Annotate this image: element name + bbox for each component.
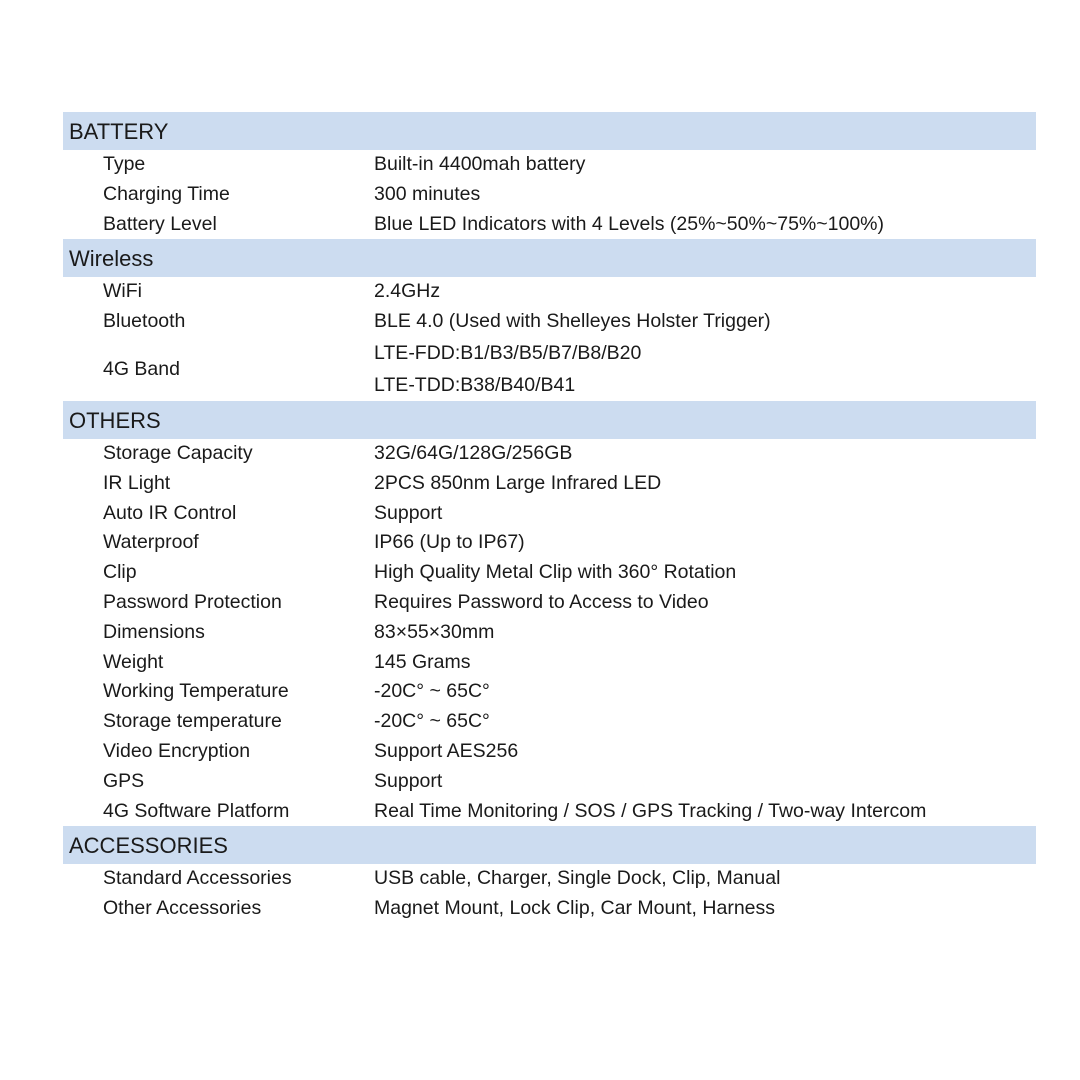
spec-label: Waterproof <box>103 531 199 554</box>
section-header-wireless: Wireless <box>63 239 1036 277</box>
spec-label: Charging Time <box>103 182 230 205</box>
spec-row-type <box>63 150 1036 180</box>
spec-value: 2PCS 850nm Large Infrared LED <box>374 471 662 494</box>
spec-value: 145 Grams <box>374 650 471 673</box>
spec-label: Other Accessories <box>103 897 262 920</box>
spec-row-gps <box>63 767 1036 797</box>
spec-row-password-protection <box>63 588 1036 618</box>
spec-value: Magnet Mount, Lock Clip, Car Mount, Harness <box>374 897 776 920</box>
spec-value: IP66 (Up to IP67) <box>374 531 525 554</box>
spec-value: Real Time Monitoring / SOS / GPS Tracking / Two-way Intercom <box>374 799 927 822</box>
spec-label: Dimensions <box>103 620 205 643</box>
spec-row-storage-temperature <box>63 707 1036 737</box>
spec-value: Support AES256 <box>374 739 519 762</box>
spec-value: 83×55×30mm <box>374 620 495 643</box>
spec-label: Password Protection <box>103 590 282 613</box>
spec-value: Blue LED Indicators with 4 Levels (25%~50%~75%~100%) <box>374 212 885 235</box>
spec-label: 4G Software Platform <box>103 799 290 822</box>
spec-value: -20C° ~ 65C° <box>374 680 490 703</box>
spec-row-battery-level <box>63 210 1036 240</box>
spec-label: Auto IR Control <box>103 501 237 524</box>
spec-value: Support <box>374 501 443 524</box>
spec-row-other-accessories <box>63 894 1036 924</box>
spec-label: Type <box>103 153 146 175</box>
spec-label: WiFi <box>103 280 142 303</box>
spec-row-video-encryption <box>63 737 1036 767</box>
spec-label: IR Light <box>103 471 171 494</box>
spec-row-wifi <box>63 277 1036 307</box>
spec-row-standard-accessories <box>63 864 1036 894</box>
spec-value: Built-in 4400mah battery <box>374 153 586 175</box>
spec-row-bluetooth <box>63 307 1036 337</box>
spec-row-clip <box>63 558 1036 588</box>
spec-value: 32G/64G/128G/256GB <box>374 441 573 464</box>
spec-row-dimensions <box>63 618 1036 648</box>
spec-label: 4G Band <box>103 357 180 380</box>
spec-row-4g-band <box>63 337 1036 401</box>
spec-label: Working Temperature <box>103 680 289 703</box>
spec-value-group <box>374 337 1036 401</box>
spec-row-waterproof <box>63 528 1036 558</box>
spec-label: Clip <box>103 561 137 584</box>
spec-value: Support <box>374 769 443 792</box>
spec-value: 2.4GHz <box>374 280 441 303</box>
spec-label: Bluetooth <box>103 310 186 333</box>
spec-label: Storage temperature <box>103 710 282 733</box>
spec-value: High Quality Metal Clip with 360° Rotation <box>374 561 737 584</box>
section-header-others: OTHERS <box>63 401 1036 439</box>
spec-value-fdd: LTE-FDD:B1/B3/B5/B7/B8/B20 <box>374 341 642 364</box>
spec-value: BLE 4.0 (Used with Shelleyes Holster Trigger) <box>374 310 771 333</box>
spec-label: Weight <box>103 650 164 673</box>
spec-value: -20C° ~ 65C° <box>374 710 490 733</box>
spec-value: Requires Password to Access to Video <box>374 590 709 613</box>
section-header-accessories: ACCESSORIES <box>63 826 1036 864</box>
spec-row-weight <box>63 648 1036 678</box>
spec-row-auto-ir-control <box>63 499 1036 529</box>
spec-row-charging-time <box>63 180 1036 210</box>
spec-row-4g-software-platform <box>63 797 1036 827</box>
spec-label: Battery Level <box>103 212 217 235</box>
spec-row-working-temperature <box>63 677 1036 707</box>
spec-row-ir-light <box>63 469 1036 499</box>
spec-label: GPS <box>103 769 145 792</box>
section-header-battery: BATTERY <box>63 112 1036 150</box>
spec-label: Video Encryption <box>103 739 251 762</box>
spec-value: USB cable, Charger, Single Dock, Clip, Manual <box>374 867 781 890</box>
spec-label: Storage Capacity <box>103 441 253 464</box>
spec-label: Standard Accessories <box>103 867 292 890</box>
spec-row-storage-capacity <box>63 439 1036 469</box>
spec-value-tdd: LTE-TDD:B38/B40/B41 <box>374 373 576 396</box>
spec-sheet <box>63 112 1036 924</box>
spec-value: 300 minutes <box>374 182 481 205</box>
